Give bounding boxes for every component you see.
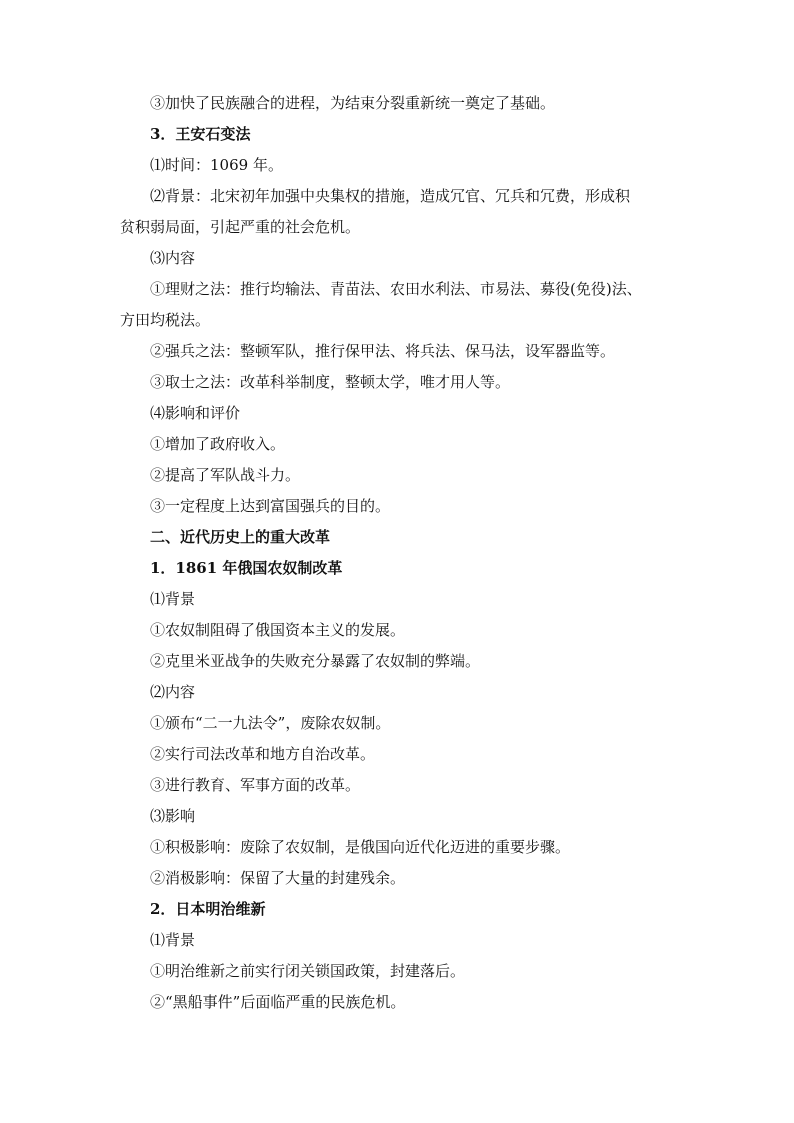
text-line-continuation: 方田均税法。 (120, 311, 211, 329)
text-line: ②“黑船事件”后面临严重的民族危机。 (150, 993, 406, 1011)
section-heading: 1．1861 年俄国农奴制改革 (150, 559, 343, 577)
text-line-continuation: 贫积弱局面，引起严重的社会危机。 (120, 218, 361, 236)
text-line: ①颁布“二一九法令”，废除农奴制。 (150, 714, 391, 732)
section-heading: 2．日本明治维新 (150, 900, 266, 918)
text-line: ①理财之法：推行均输法、青苗法、农田水利法、市易法、募役(免役)法、 (150, 280, 642, 298)
section-heading: 3．王安石变法 (150, 125, 251, 143)
text-line: ⑴背景 (150, 590, 196, 608)
text-line: ①农奴制阻碍了俄国资本主义的发展。 (150, 621, 406, 639)
text-line: ②实行司法改革和地方自治改革。 (150, 745, 376, 763)
text-line: ①明治维新之前实行闭关锁国政策，封建落后。 (150, 962, 466, 980)
text-line: ⑴背景 (150, 931, 196, 949)
text-line: ②强兵之法：整顿军队，推行保甲法、将兵法、保马法，设军器监等。 (150, 342, 616, 360)
text-line: ⑵内容 (150, 683, 196, 701)
text-line: ③一定程度上达到富国强兵的目的。 (150, 497, 391, 515)
text-line: ①增加了政府收入。 (150, 435, 286, 453)
text-line: ③进行教育、军事方面的改革。 (150, 776, 361, 794)
text-line: ③取士之法：改革科举制度，整顿太学，唯才用人等。 (150, 373, 511, 391)
text-line: ⑶内容 (150, 249, 196, 267)
text-line: ②消极影响：保留了大量的封建残余。 (150, 869, 406, 887)
text-line: ⑴时间：1069 年。 (150, 156, 283, 174)
text-line: ③加快了民族融合的进程，为结束分裂重新统一奠定了基础。 (150, 94, 556, 112)
text-line: ②提高了军队战斗力。 (150, 466, 301, 484)
text-line: ⑶影响 (150, 807, 196, 825)
text-line: ⑷影响和评价 (150, 404, 241, 422)
text-line: ②克里米亚战争的失败充分暴露了农奴制的弊端。 (150, 652, 481, 670)
section-heading: 二、近代历史上的重大改革 (150, 528, 331, 546)
text-line: ⑵背景：北宋初年加强中央集权的措施，造成冗官、冗兵和冗费，形成积 (150, 187, 631, 205)
document-body (120, 93, 680, 1023)
text-line: ①积极影响：废除了农奴制，是俄国向近代化迈进的重要步骤。 (150, 838, 571, 856)
